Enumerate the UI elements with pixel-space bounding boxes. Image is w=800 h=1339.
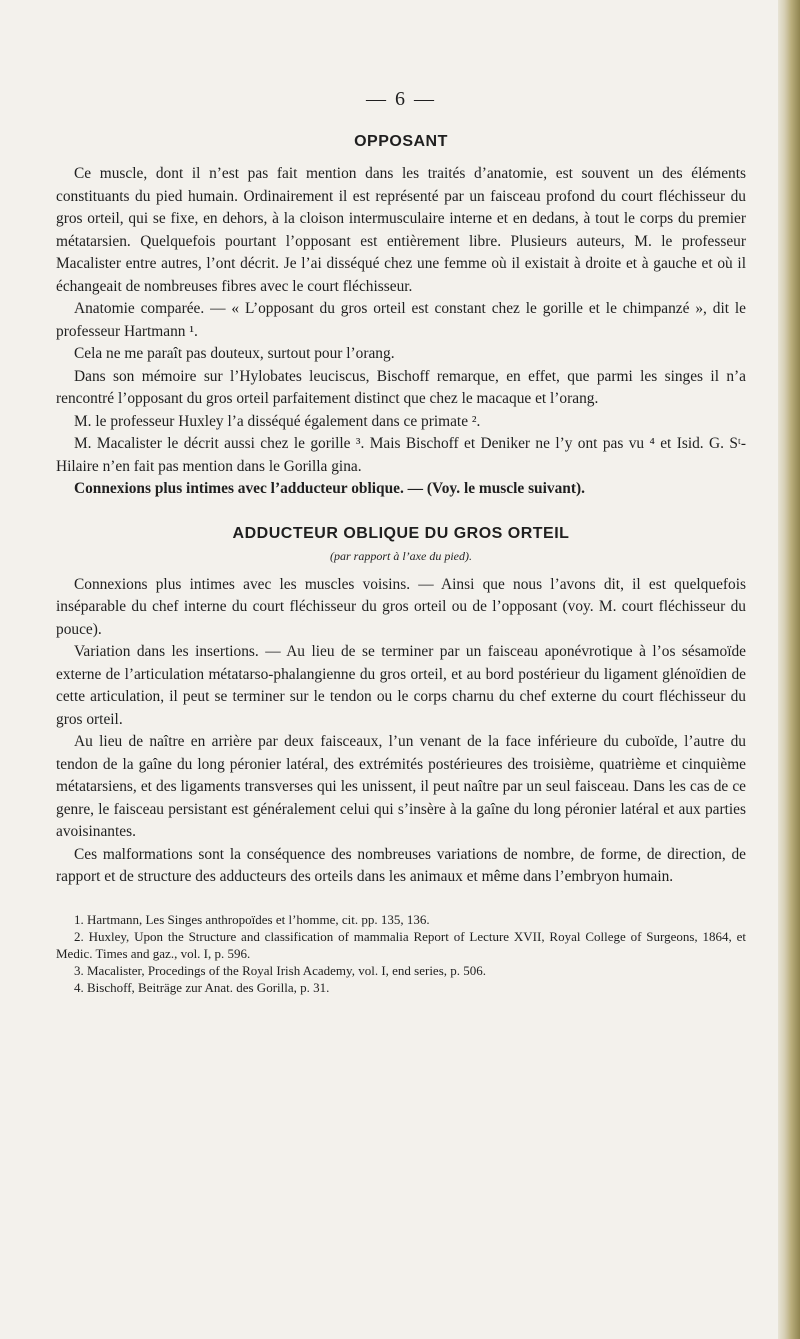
- paragraph: Cela ne me paraît pas douteux, surtout pour l’orang.: [74, 345, 395, 362]
- footnote: 2. Huxley, Upon the Structure and classification of mammalia Report of Lecture XVII, Royal College of Surgeons, 1864, et Medic. Times and gaz., vol. I, p. 596.: [56, 928, 746, 961]
- section-title-adducteur: ADDUCTEUR OBLIQUE DU GROS ORTEIL: [232, 524, 570, 542]
- book-binding-edge: [778, 0, 800, 1339]
- paragraph: Au lieu de naître en arrière par deux faisceaux, l’un venant de la face inférieure du cuboïde, l’autre du tendon de la gaîne du long péronier latéral, des extrémités postérieures des troisième, quatrième et cinquième métatarsiens, et des ligaments transverses qui les unissent, il peut naître par un seul faisceau. Dans les cas de ce genre, le faisceau persistant est généralement celui qui s’insère à la gaîne du long péronier latéral et aux parties avoisinantes.: [56, 733, 746, 840]
- footnotes: [56, 911, 746, 996]
- paragraph: Ce muscle, dont il n’est pas fait mention dans les traités d’anatomie, est souvent un des éléments constituants du pied humain. Ordinairement il est représenté par un faisceau profond du court fléchisseur du gros orteil, qui se fixe, en dehors, à la cloison intermusculaire interne et en dedans, à tout le corps du premier métatarsien. Quelquefois pourtant l’opposant est entièrement libre. Plusieurs auteurs, M. le professeur Macalister entre autres, l’ont décrit. Je l’ai disséqué chez une femme où il existait à droite et à gauche et où il échangeait de nombreuses fibres avec le court fléchisseur.: [56, 165, 746, 295]
- paragraph-comparative-anatomy: Anatomie comparée. — « L’opposant du gros orteil est constant chez le gorille et le chimpanzé », dit le professeur Hartmann ¹.: [56, 300, 746, 340]
- paragraph: Ces malformations sont la conséquence des nombreuses variations de nombre, de forme, de direction, de rapport et de structure des adducteurs des orteils dans les animaux et même dans l’embryon humain.: [56, 845, 746, 885]
- footnote: 1. Hartmann, Les Singes anthropoïdes et l’homme, cit. pp. 135, 136.: [74, 911, 430, 927]
- section-subtitle: (par rapport à l’axe du pied).: [330, 548, 472, 563]
- paragraph: Dans son mémoire sur l’Hylobates leuciscus, Bischoff remarque, en effet, que parmi les singes il n’a rencontré l’opposant du gros orteil parfaitement distinct que chez le macaque et l’orang.: [56, 367, 746, 407]
- paragraph: M. le professeur Huxley l’a disséqué également dans ce primate ².: [74, 412, 481, 430]
- page-number: — 6 —: [366, 88, 436, 110]
- paragraph-connexions: Connexions plus intimes avec l’adducteur oblique. — (Voy. le muscle suivant).: [74, 480, 585, 497]
- footnote: 3. Macalister, Procedings of the Royal Irish Academy, vol. I, end series, p. 506.: [74, 962, 487, 978]
- paragraph: M. Macalister le décrit aussi chez le gorille ³. Mais Bischoff et Deniker ne l’y ont pas vu ⁴ et Isid. G. Sᵗ-Hilaire n’en fait pas mention dans le Gorilla gina.: [56, 435, 746, 475]
- document-page: [56, 88, 746, 996]
- paragraph-variation-insertions: Variation dans les insertions. — Au lieu de se terminer par un faisceau aponévrotique à l’os sésamoïde externe de l’articulation métatarso-phalangienne du gros orteil, et au bord postérieur du ligament glénoïdien de cette articulation, il peut se terminer sur le tendon ou le corps charnu du chef externe du court fléchisseur du gros orteil.: [56, 643, 746, 728]
- paragraph-connexions-voisins: Connexions plus intimes avec les muscles voisins. — Ainsi que nous l’avons dit, il est quelquefois inséparable du chef interne du court fléchisseur du gros orteil ou de l’opposant (voy. M. court fléchisseur du pouce).: [56, 575, 746, 638]
- footnote: 4. Bischoff, Beiträge zur Anat. des Gorilla, p. 31.: [74, 979, 330, 995]
- section-title-opposant: OPPOSANT: [354, 133, 448, 150]
